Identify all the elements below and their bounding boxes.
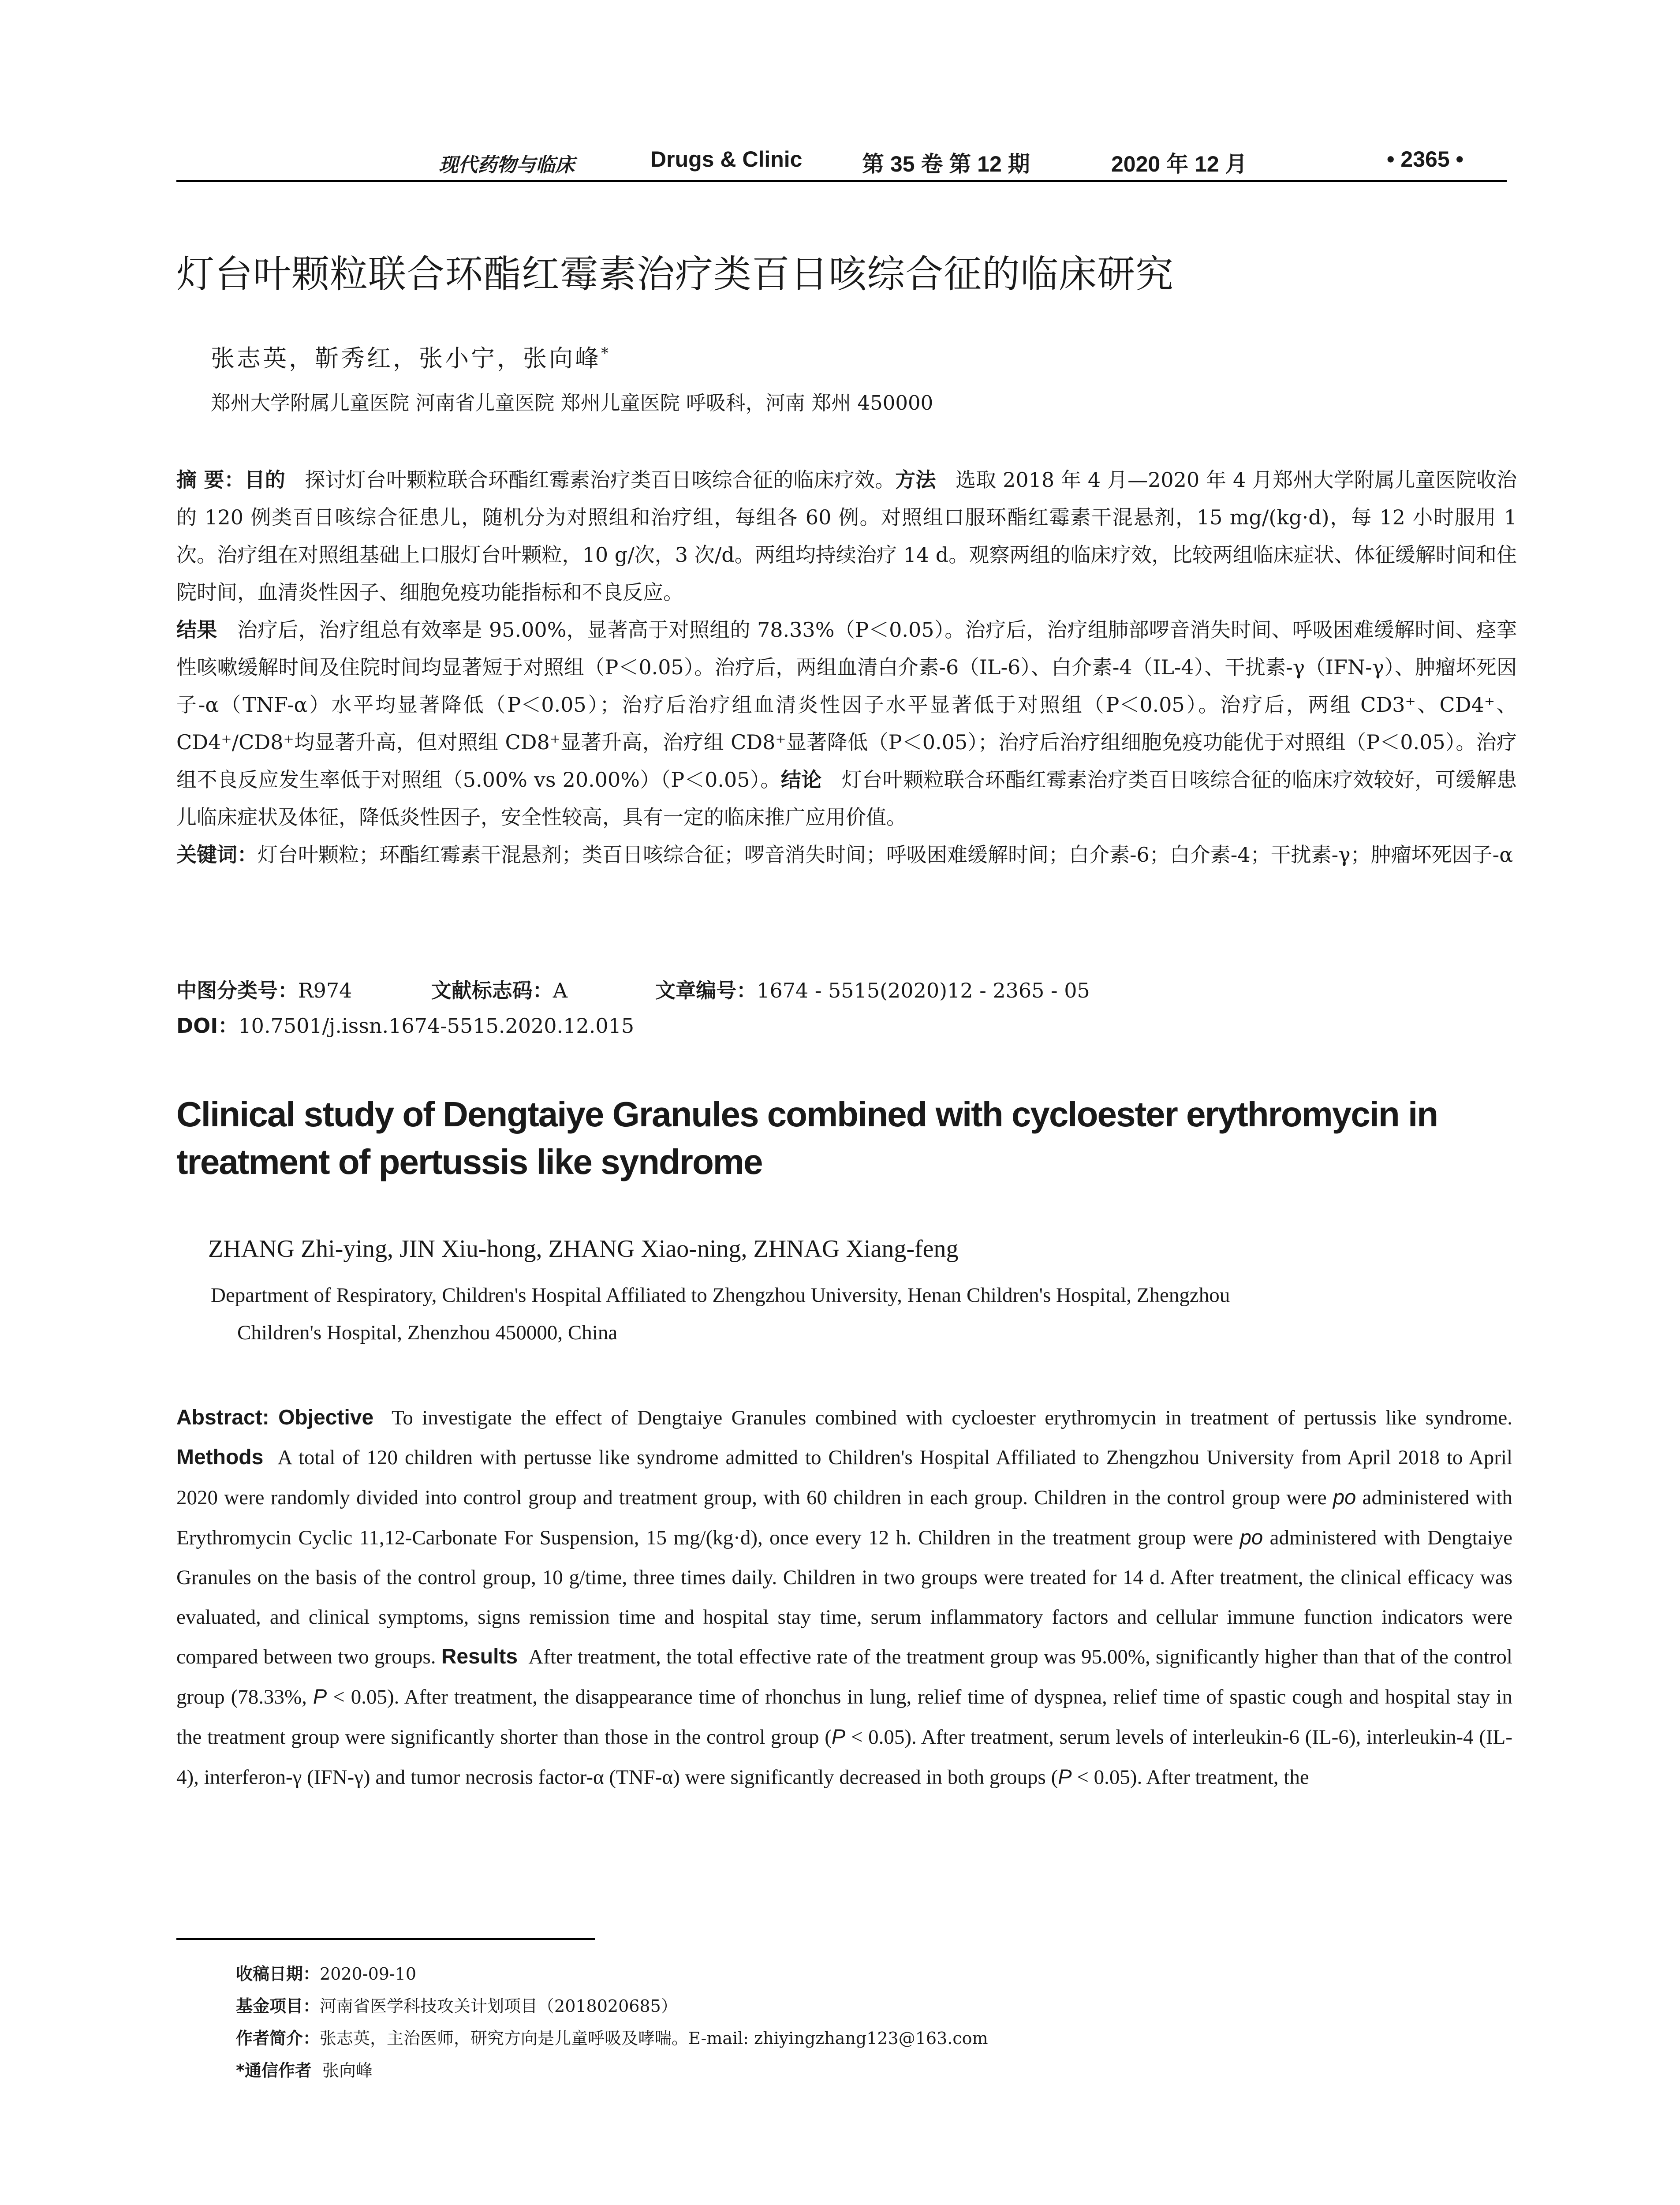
results-text-en-2: < 0.05). After treatment, the disappearance time of rhonchus in lung, relief time of dyspnea, relief time of spastic cough and hospital stay in the treatment group were significantly shorter than those in the control group ( (176, 1686, 1512, 1749)
article-title-cn: 灯台叶颗粒联合环酯红霉素治疗类百日咳综合征的临床研究 (176, 252, 1174, 296)
journal-name-en: Drugs & Clinic (650, 147, 803, 172)
corresponding-label: *通信作者 (236, 2061, 312, 2080)
footnote-fund (236, 1990, 988, 2022)
p-symbol-2: P (831, 1725, 846, 1748)
article-title-en: Clinical study of Dengtaiye Granules combined with cycloester erythromycin in treatment of pertussis like syndrome (176, 1095, 1438, 1181)
results-text-cn: 治疗后，治疗组总有效率是 95.00%，显著高于对照组的 78.33%（P＜0.05）。治疗后，治疗组肺部啰音消失时间、呼吸困难缓解时间、痉挛性咳嗽缓解时间及住院时间均显著短于对照组（P＜0.05）。治疗后，两组血清白介素-6（IL-6）、白介素-4（IL-4）、干扰素-γ（IFN-γ）、肿瘤坏死因子-α（TNF-α）水平均显著降低（P＜0.05）；治疗后治疗组血清炎性因子水平显著低于对照组（P＜0.05）。治疗后，两组 CD3⁺、CD4⁺、CD4⁺/CD8⁺均显著升高，但对照组 CD8⁺显著升高，治疗组 CD8⁺显著降低（P＜0.05）；治疗后治疗组细胞免疫功能优于对照组（P＜0.05）。治疗组不良反应发生率低于对照组（5.00% vs 20.00%）（P＜0.05）。 (176, 618, 1517, 792)
conclusion-text-cn: 灯台叶颗粒联合环酯红霉素治疗类百日咳综合征的临床疗效较好，可缓解患儿临床症状及体征，降低炎性因子，安全性较高，具有一定的临床推广应用价值。 (176, 768, 1517, 829)
journal-name-cn: 现代药物与临床 (439, 154, 575, 176)
results-label-en: Results (441, 1645, 518, 1668)
footnote-corresponding (236, 2055, 988, 2087)
objective-label-en: Objective (278, 1406, 374, 1429)
fund-label: 基金项目： (236, 1996, 320, 2016)
methods-label-cn: 方法 (895, 468, 936, 492)
doi-value: 10.7501/j.issn.1674-5515.2020.12.015 (238, 1014, 635, 1038)
results-text-en-1: After treatment, the total effective rate of the treatment group was 95.00%, significantly higher than that of the control group (78.33%, (176, 1645, 1512, 1708)
author-list-cn: 张志英，靳秀红，张小宁，张向峰 (211, 344, 601, 372)
article-no-label: 文章编号： (655, 979, 757, 1002)
abstract-en (176, 1398, 1512, 1797)
abstract-label-cn: 摘 要： (176, 468, 245, 492)
po-abbrev-1: po (1333, 1485, 1356, 1509)
po-abbrev-2: po (1239, 1525, 1263, 1549)
clc-value: R974 (298, 979, 352, 1002)
bio-label: 作者简介： (236, 2029, 320, 2048)
corresponding-name: 张向峰 (322, 2061, 373, 2080)
affiliation-cn: 郑州大学附属儿童医院 河南省儿童医院 郑州儿童医院 呼吸科，河南 郑州 450000 (211, 391, 933, 415)
keywords-text-cn: 灯台叶颗粒；环酯红霉素干混悬剂；类百日咳综合征；啰音消失时间；呼吸困难缓解时间；白介素-6；白介素-4；干扰素-γ；肿瘤坏死因子-α (258, 843, 1513, 867)
abstract-label-en: Abstract: (176, 1406, 269, 1429)
clc-label: 中图分类号： (176, 979, 298, 1002)
page-number: • 2365 • (1387, 147, 1464, 172)
affiliation-en-line2: Children's Hospital, Zhenzhou 450000, China (237, 1321, 618, 1344)
abstract-cn (176, 461, 1517, 874)
objective-text-en: To investigate the effect of Dengtaiye Granules combined with cycloester erythromycin in treatment of pertussis like syndrome. (391, 1406, 1513, 1429)
footnotes (236, 1958, 988, 2087)
affiliation-en-line1: Department of Respiratory, Children's Hospital Affiliated to Zhengzhou University, Henan Children's Hospital, Zhengzhou (211, 1284, 1230, 1307)
fund-text: 河南省医学科技攻关计划项目（2018020685） (320, 1996, 678, 2016)
affiliation-en (211, 1277, 1509, 1352)
results-text-en-4: < 0.05). After treatment, the (1077, 1766, 1309, 1789)
methods-text-cn: 选取 2018 年 4 月—2020 年 4 月郑州大学附属儿童医院收治的 120 例类百日咳综合征患儿，随机分为对照组和治疗组，每组各 60 例。对照组口服环酯红霉素干混悬剂，15 mg/(kg·d)，每 12 小时服用 1 次。治疗组在对照组基础上口服灯台叶颗粒，10 g/次，3 次/d。两组均持续治疗 14 d。观察两组的临床疗效，比较两组临床症状、体征缓解时间和住院时间，血清炎性因子、细胞免疫功能指标和不良反应。 (176, 468, 1517, 604)
methods-text-en-2: administered with Erythromycin Cyclic 11,12-Carbonate For Suspension, 15 mg/(kg·d), once every 12 h. Children in the treatment group were (176, 1486, 1513, 1549)
received-label: 收稿日期： (236, 1964, 320, 1984)
volume-issue: 第 35 卷 第 12 期 (862, 152, 1030, 176)
doi-label: DOI： (176, 1014, 239, 1038)
article-no-value: 1674 - 5515(2020)12 - 2365 - 05 (757, 979, 1090, 1002)
bio-text: 张志英，主治医师，研究方向是儿童呼吸及哮喘。E-mail: zhiyingzhang123@163.com (320, 2029, 988, 2048)
keywords-label-cn: 关键词： (176, 843, 258, 867)
objective-text-cn: 探讨灯台叶颗粒联合环酯红霉素治疗类百日咳综合征的临床疗效。 (305, 468, 896, 492)
doc-code-label: 文献标志码： (431, 979, 553, 1002)
doc-code-value: A (553, 979, 567, 1002)
methods-text-en-1: A total of 120 children with pertusse like syndrome admitted to Children's Hospital Affiliated to Zhengzhou University from April 2018 to April 2020 were randomly divided into control group and treatment group, with 60 children in each group. Children in the control group were (176, 1446, 1513, 1509)
conclusion-label-cn: 结论 (780, 768, 822, 792)
running-header (176, 140, 1507, 182)
p-symbol-1: P (313, 1685, 327, 1708)
classification-row (176, 975, 1517, 1004)
footnote-received (236, 1958, 988, 1990)
footnote-bio (236, 2022, 988, 2055)
objective-label-cn: 目的 (244, 468, 286, 492)
methods-label-en: Methods (176, 1446, 264, 1469)
issue-date: 2020 年 12 月 (1111, 152, 1247, 176)
footnote-divider (176, 1938, 595, 1940)
results-label-cn: 结果 (176, 618, 217, 642)
p-symbol-3: P (1058, 1765, 1072, 1788)
doi-row (176, 1010, 1517, 1039)
authors-en: ZHANG Zhi-ying, JIN Xiu-hong, ZHANG Xiao-ning, ZHNAG Xiang-feng (208, 1235, 959, 1263)
corresponding-mark: * (601, 344, 609, 362)
authors-cn (211, 340, 609, 374)
received-date: 2020-09-10 (320, 1964, 417, 1984)
methods-text-en-3: administered with Dengtaiye Granules on the basis of the control group, 10 g/time, three times daily. Children in two groups were treated for 14 d. After treatment, the clinical efficacy was evaluated, and clinical symptoms, signs remission time and hospital stay time, serum inflammatory factors and cellular immune function indicators were compared between two groups. (176, 1526, 1512, 1668)
results-text-en-3: < 0.05). After treatment, serum levels of interleukin-6 (IL-6), interleukin-4 (IL-4), interferon-γ (IFN-γ) and tumor necrosis factor-α (TNF-α) were significantly decreased in both groups ( (176, 1726, 1512, 1789)
